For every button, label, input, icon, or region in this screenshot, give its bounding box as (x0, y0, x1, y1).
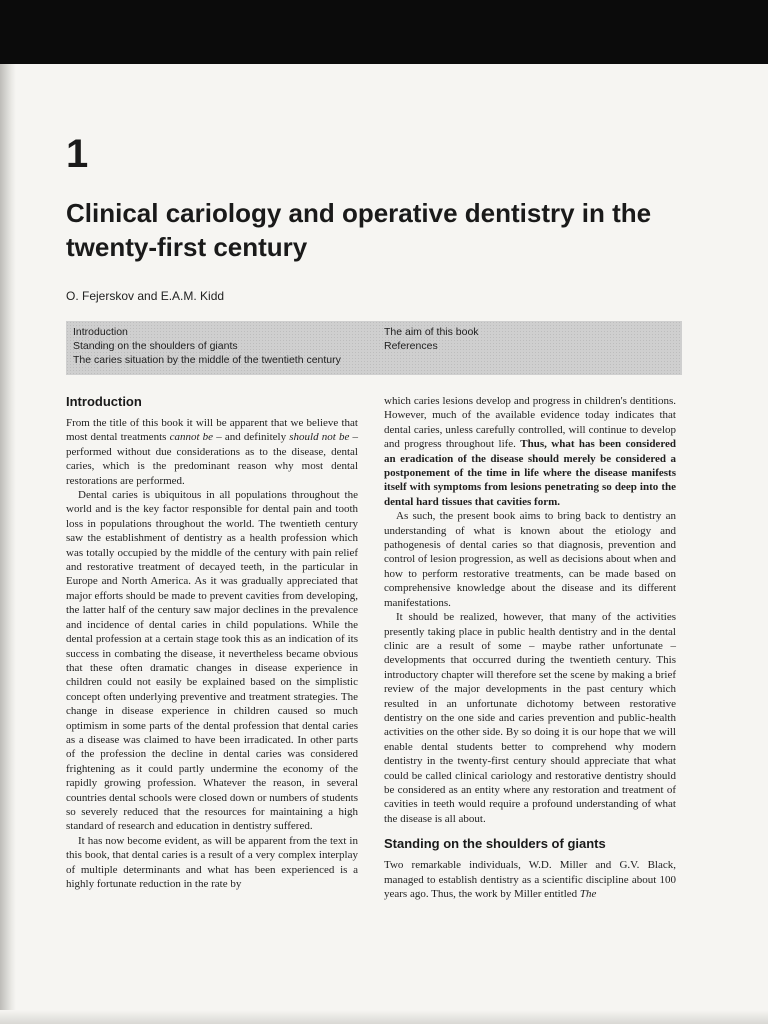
paragraph-1-part-b: – and definitely (213, 431, 290, 444)
chapter-authors: O. Fejerskov and E.A.M. Kidd (66, 289, 225, 303)
contents-item-aim-of-book: The aim of this book (384, 326, 479, 338)
contents-item-references: References (384, 340, 438, 352)
paragraph-6: It should be realized, however, that many of the activities presently taking place in public health dentistry and in the dental clinic are a result of some – maybe rather unfortunate – developments that occurred during the twentieth century. This introductory chapter will therefore set the scene by making a brief review of the major developments in the past century which resulted in an unfortunate dichotomy between restorative dentistry on the one side and caries prevention and public-health activities on the other side. By so doing it is our hope that we will enable dental students better to comprehend why modern dentistry in the twenty-first century should appreciate that what could be called clinical cariology and restorative dentistry should be considered as an entity where any restoration and treatment of cavities in teeth would require a profound understanding of what the disease is all about. (384, 611, 676, 825)
paragraph-2: Dental caries is ubiquitous in all populations throughout the world and is the key factor responsible for dental pain and tooth loss in populations throughout the world. The twentieth century saw the establishment of dentistry as a health profession which was totally occupied by the middle of the century with pain relief and restorative treatment of decayed teeth, in the particular in Europe and North America. As it was gradually appreciated that major efforts should be made to prevent cavities from developing, the latter half of the century saw major declines in the prevalence and incidence of dental caries in child populations. While the dental profession at a certain stage took this as an indication of its success in combating the disease, it nevertheless became obvious that these often dramatic changes in disease experience in children could not easily be explained based on the simplistic concept often underlying preventive and treatment strategies. The change in disease experience in children caused so much optimism in some parts of the dental profession that dental caries as a disease was claimed to have been irradicated. In other parts of the profession the decline in dental caries was considered frightening as it could partly undermine the economy of the rapidly growing profession. Whatever the reason, in several countries dental schools were closed down or numbers of students so severely reduced that the resources for maintaining a high standard of research and education in dentistry suffered. (66, 489, 358, 833)
contents-item-caries-situation: The caries situation by the middle of the twentieth century (73, 354, 341, 366)
text-column-left (66, 394, 358, 891)
paragraph-4-bold-statement: Thus, what has been considered an eradication of the disease should merely be considered a postponement of the time in life where the disease manifests itself with symptoms from lesions penetrating so deep into the dental hard tissues that cavities form. (384, 438, 676, 508)
contents-column-right (384, 325, 479, 353)
paragraph-1-emphasis-should-not-be: should not be (289, 431, 350, 444)
paragraph-4 (384, 394, 676, 509)
text-column-right (384, 394, 676, 901)
contents-item-introduction: Introduction (73, 326, 128, 338)
paragraph-5: As such, the present book aims to bring back to dentistry an understanding of what is known about the etiology and pathogenesis of dental caries so that diagnosis, prevention and control of lesion progression, as well as decisions about when and how to perform restorative treatments, can be made based on comprehensive knowledge about the disease and its different manifestations. (384, 510, 676, 609)
paragraph-1-part-a: From the title of this book it will be apparent that we believe that most dental treatments (66, 417, 358, 444)
paragraph-1 (66, 416, 358, 488)
paragraph-7-emphasis: The (579, 888, 597, 900)
paragraph-1-emphasis-cannot-be: cannot be (169, 431, 214, 444)
paragraph-3: It has now become evident, as will be apparent from the text in this book, that dental caries is a result of a very complex interplay of multiple determinants and what has been experienced is a highly fortunate reduction in the rate by (66, 834, 358, 890)
paragraph-7-text: Two remarkable individuals, W.D. Miller and G.V. Black, managed to establish dentistry as a scientific discipline about 100 years ago. Thus, the work by Miller entitled (384, 859, 676, 900)
paragraph-7 (384, 858, 676, 901)
book-page (0, 64, 768, 1024)
page-bottom-shadow (0, 1010, 768, 1024)
chapter-number: 1 (66, 132, 89, 176)
chapter-title: Clinical cariology and operative dentistry in the twenty-first century (66, 198, 652, 262)
page-spine-shadow (0, 64, 16, 1024)
contents-column-left (73, 325, 341, 367)
contents-item-shoulders-of-giants: Standing on the shoulders of giants (73, 340, 238, 352)
section-heading-introduction: Introduction (66, 394, 142, 409)
paragraph-4-part-a: which caries lesions develop and progress in children's dentitions. However, much of the available evidence today indicates that dental caries, unless carefully controlled, will continue to develop and progress throughout life. (384, 395, 676, 451)
paragraph-1-part-c: – performed without due considerations as to the disease, dental caries, which is the predominant reason why most dental restorations are performed. (66, 431, 358, 487)
section-heading-shoulders-of-giants: Standing on the shoulders of giants (384, 836, 606, 852)
chapter-contents-box (66, 321, 682, 375)
